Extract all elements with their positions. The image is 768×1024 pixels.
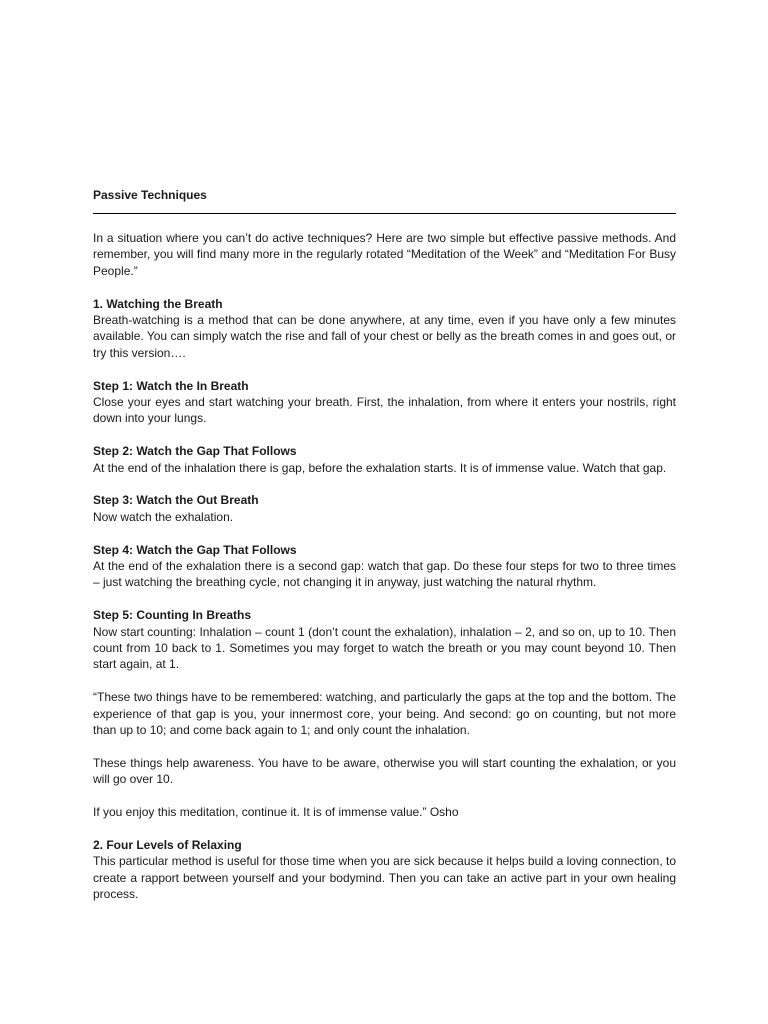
step-heading: Step 5: Counting In Breaths bbox=[93, 608, 252, 623]
step-heading: Step 4: Watch the Gap That Follows bbox=[93, 542, 297, 557]
step-text: Close your eyes and start watching your breath. First, the inhalation, from where it enters your nostrils, right down into your lungs. bbox=[93, 395, 676, 426]
document-page bbox=[93, 186, 676, 919]
step-text: At the end of the exhalation there is a second gap: watch that gap. Do these four steps for two to three times – just watching the breathing cycle, not changing it in anyway, just watching the natural rhythm. bbox=[93, 559, 676, 590]
section-text: This particular method is useful for those time when you are sick because it helps build a loving connection, to create a rapport between yourself and your bodymind. Then you can take an active part in your own healing process. bbox=[93, 854, 676, 902]
intro-paragraph: In a situation where you can’t do active techniques? Here are two simple but effective passive methods. And remember, you will find many more in the regularly rotated “Meditation of the Week” and “Meditation For Busy People.” bbox=[93, 231, 676, 278]
step-2 bbox=[93, 443, 676, 476]
section-heading: 2. Four Levels of Relaxing bbox=[93, 837, 242, 852]
document-title: Passive Techniques bbox=[93, 186, 676, 214]
step-text: At the end of the inhalation there is gap, before the exhalation starts. It is of immense value. Watch that gap. bbox=[93, 460, 667, 475]
step-text: Now watch the exhalation. bbox=[93, 509, 234, 524]
section-four-levels bbox=[93, 837, 676, 903]
quote-paragraph: “These two things have to be remembered: watching, and particularly the gaps at the top and the bottom. The experience of that gap is you, your innermost core, your being. And second: go on counting, but not more than up to 10; and come back again to 1; and only count the inhalation. bbox=[93, 690, 676, 738]
step-4 bbox=[93, 542, 676, 591]
quote-paragraph: If you enjoy this meditation, continue it. It is of immense value.” Osho bbox=[93, 805, 459, 820]
step-heading: Step 3: Watch the Out Breath bbox=[93, 493, 259, 508]
section-text: Breath-watching is a method that can be done anywhere, at any time, even if you have only a few minutes available. You can simply watch the rise and fall of your chest or belly as the breath comes in and goes out, or try this version…. bbox=[93, 313, 676, 360]
document-content bbox=[93, 214, 676, 903]
step-1 bbox=[93, 378, 676, 427]
quote-paragraph: These things help awareness. You have to be aware, otherwise you will start counting the exhalation, or you will go over 10. bbox=[93, 755, 676, 787]
step-heading: Step 2: Watch the Gap That Follows bbox=[93, 444, 297, 459]
step-text: Now start counting: Inhalation – count 1 (don’t count the exhalation), inhalation – 2, and so on, up to 10. Then count from 10 back to 1. Sometimes you may forget to watch the breath or you may count beyond 10. Then start again, at 1. bbox=[93, 624, 676, 672]
step-heading: Step 1: Watch the In Breath bbox=[93, 378, 249, 393]
section-heading: 1. Watching the Breath bbox=[93, 296, 223, 311]
section-watching-breath bbox=[93, 296, 676, 362]
step-5 bbox=[93, 607, 676, 673]
step-3 bbox=[93, 492, 676, 525]
